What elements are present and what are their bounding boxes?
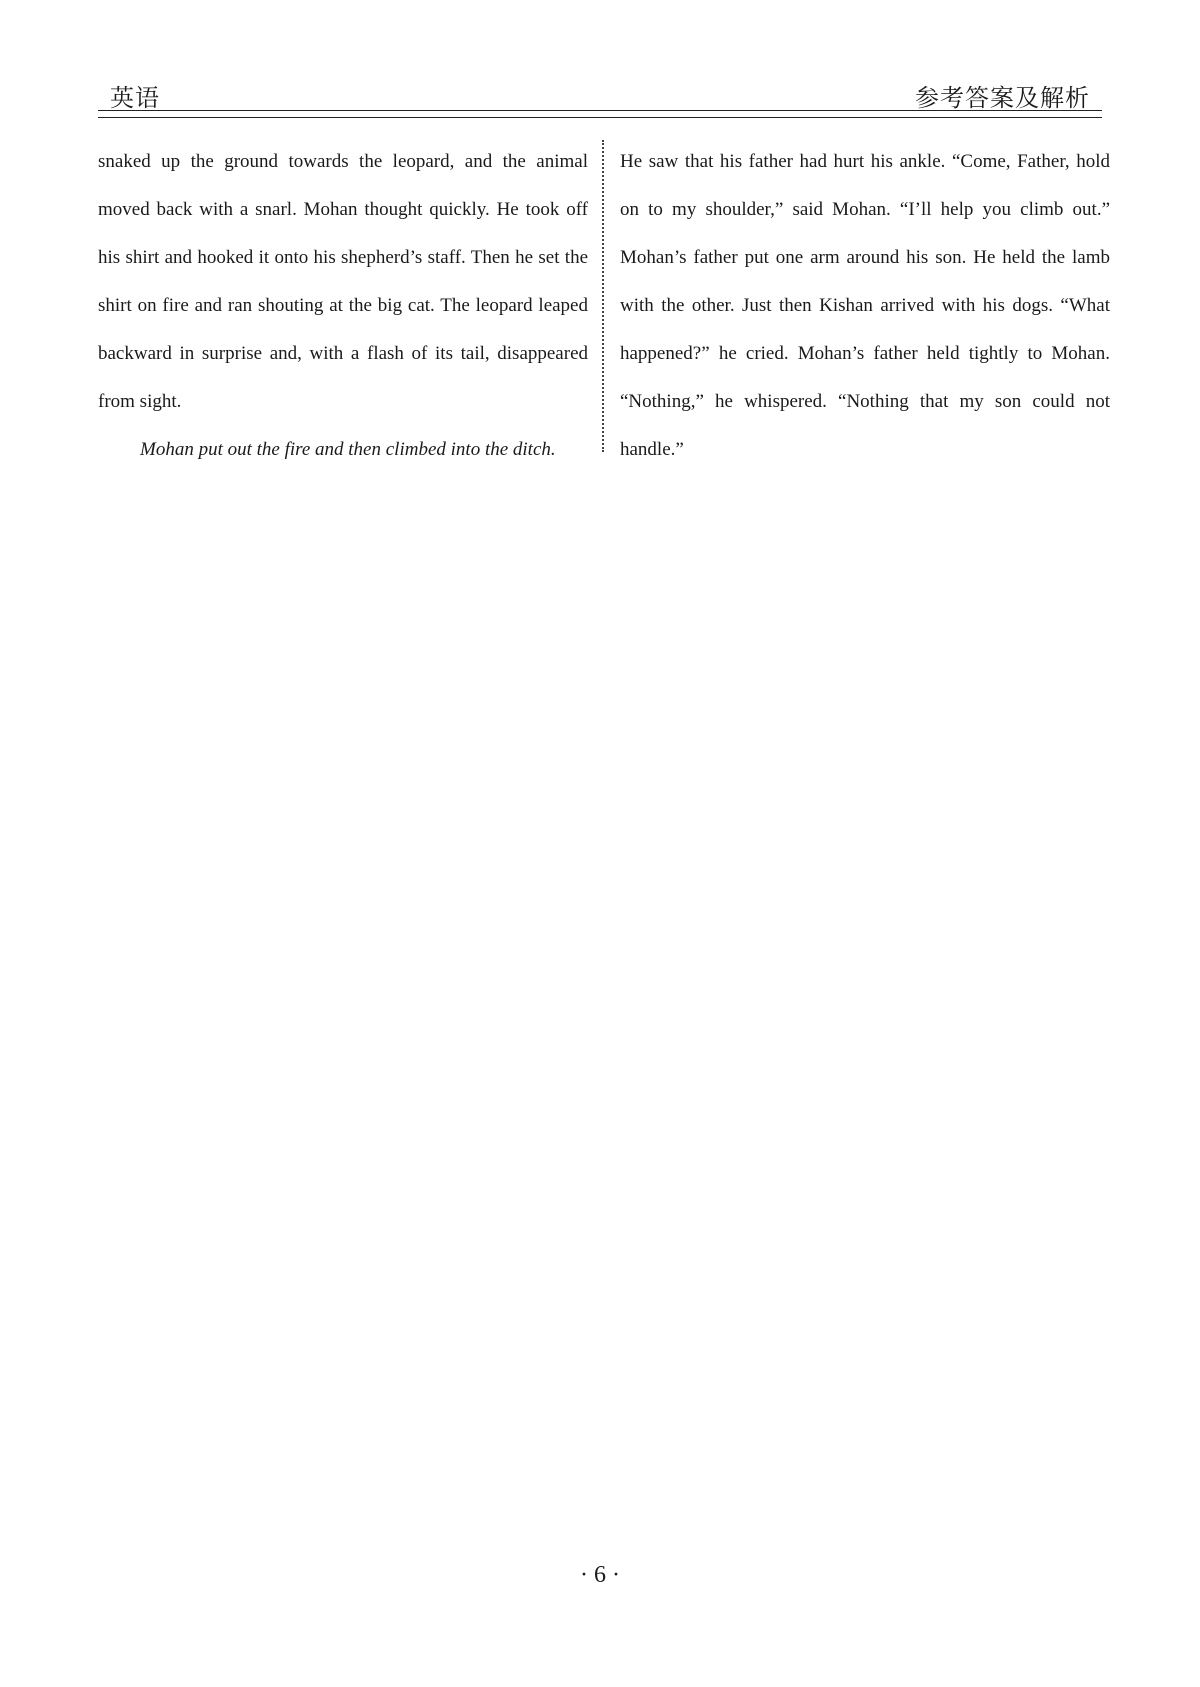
column-divider bbox=[602, 140, 604, 452]
left-column bbox=[98, 138, 588, 474]
page-header bbox=[98, 74, 1102, 114]
page-number: · 6 · bbox=[580, 1562, 620, 1588]
left-paragraph-2: Mohan put out the fire and then climbed into the ditch. bbox=[140, 439, 556, 460]
right-paragraph-1: He saw that his father had hurt his ankle. “Come, Father, hold on to my shoulder,” said Mohan. “I’ll help you climb out.” Mohan’s father put one arm around his son. He held the lamb with the other. Just then Kishan arrived with his dogs. “What happened?” he cried. Mohan’s father held tightly to Mohan. “Nothing,” he whispered. “Nothing that my son could not handle.” bbox=[620, 151, 1110, 460]
section-label: 参考答案及解析 bbox=[915, 86, 1090, 112]
header-double-rule bbox=[98, 110, 1102, 118]
subject-label: 英语 bbox=[110, 86, 160, 112]
left-paragraph-1: snaked up the ground towards the leopard, and the animal moved back with a snarl. Mohan thought quickly. He took off his shirt and hooked it onto his shepherd’s staff. Then he set the shirt on fire and ran shouting at the big cat. The leopard leaped backward in surprise and, with a flash of its tail, disappeared from sight. bbox=[98, 151, 588, 412]
right-column bbox=[620, 138, 1110, 474]
